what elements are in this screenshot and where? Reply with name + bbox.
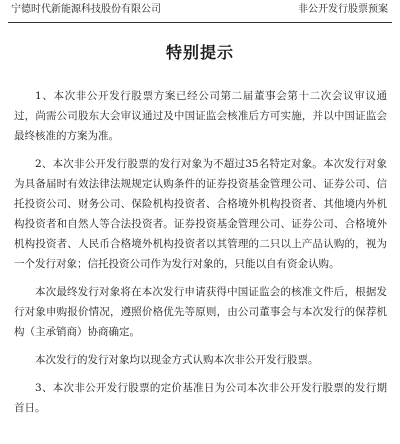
paragraph-approval: 1、本次非公开发行股票方案已经公司第二届董事会第十二次会议审议通过，尚需公司股东大会审议通过及中国证监会核准后方可实施，并以中国证监会最终核准的方案为准。 — [14, 90, 387, 142]
paragraph-issuance-targets: 2、本次非公开发行股票的发行对象为不超过35名特定对象。本次发行对象为具备届时有效法律法规规定认购条件的证券投资基金管理公司、证券公司、信托投资公司、财务公司、保险机构投资者、合格境外机构投资者、其他境内外机构投资者和自然人等合法投资者。证券投资基金管理公司、证券公司、合格境外机构投资者、人民币合格境外机构投资者以其管理的二只以上产品认购的，视为一个发行对象；信托投资公司作为发行对象的，只能以自有资金认购。 — [14, 158, 387, 270]
document-body — [14, 86, 387, 421]
page-title: 特别提示 — [165, 43, 234, 62]
paragraph-cash-subscription: 本次发行的发行对象均以现金方式认购本次非公开发行股票。 — [35, 354, 319, 366]
paragraph-final-targets: 本次最终发行对象将在本次发行申请获得中国证监会的核准文件后，根据发行对象申购报价情况，遵照价格优先等原则，由公司董事会与本次发行的保荐机构（主承销商）协商确定。 — [14, 286, 387, 338]
page-header — [0, 0, 400, 20]
header-divider — [8, 22, 392, 23]
paragraph-pricing-date: 3、本次非公开发行股票的定价基准日为公司本次非公开发行股票的发行期首日。 — [14, 382, 387, 414]
document-type: 非公开发行股票预案 — [298, 4, 388, 15]
company-name: 宁德时代新能源科技股份有限公司 — [11, 4, 161, 15]
